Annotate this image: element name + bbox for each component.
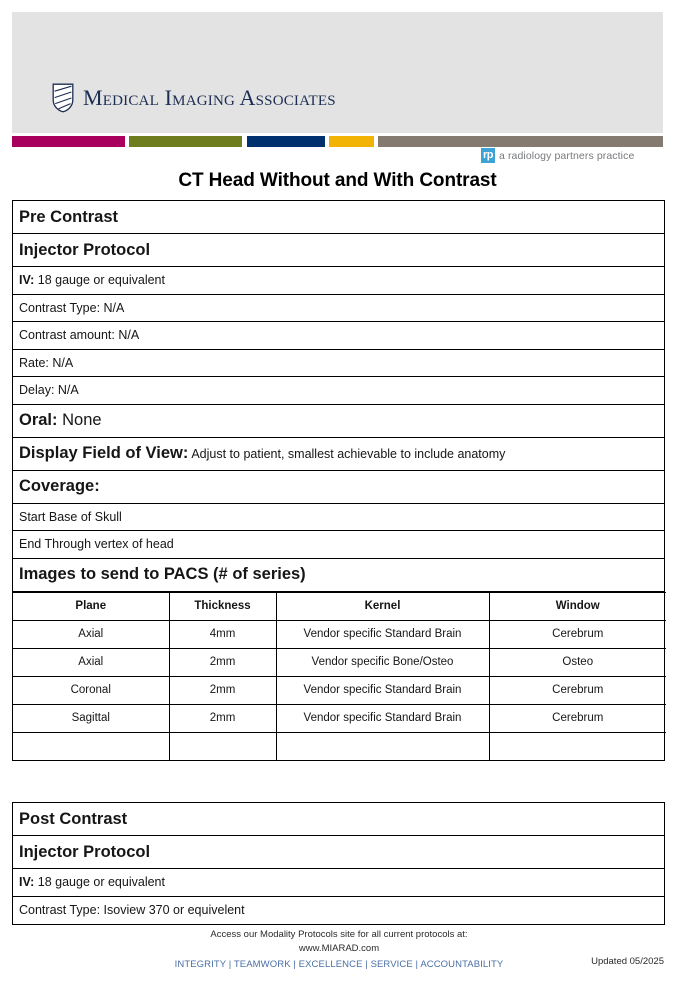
cell-window: Cerebrum [489,704,666,732]
pre-contrast-section [12,200,665,761]
pacs-col-window: Window [489,592,666,620]
table-row [13,704,666,732]
cell-kernel: Vendor specific Standard Brain [276,620,489,648]
pre-coverage-label: Coverage: [19,477,100,495]
post-contrast-heading [13,803,664,836]
post-contrast-section [12,802,665,925]
post-injector-protocol-heading [13,836,664,869]
pre-dfov-row [13,438,664,471]
pre-contrast-amount-text: Contrast amount: N/A [19,328,140,343]
pacs-col-kernel: Kernel [276,592,489,620]
pre-contrast-amount-row [13,322,664,350]
pacs-series-table [13,592,666,761]
radiology-partners-tagline: a radiology partners practice [499,149,635,162]
cell-thickness: 4mm [169,620,276,648]
cell-thickness: 2mm [169,704,276,732]
pre-oral-value: None [62,411,102,429]
cell-plane [13,732,169,760]
post-iv-value: 18 gauge or equivalent [37,875,165,890]
pre-iv-row [13,267,664,295]
cell-kernel: Vendor specific Standard Brain [276,676,489,704]
cell-kernel: Vendor specific Standard Brain [276,704,489,732]
footer-access-line: Access our Modality Protocols site for all current protocols at: [210,929,468,940]
cell-window: Cerebrum [489,676,666,704]
shield-icon [52,83,74,113]
table-row [13,732,666,760]
header-banner [12,12,663,133]
pacs-table-header-row [13,592,666,620]
cell-kernel: Vendor specific Bone/Osteo [276,648,489,676]
post-iv-row [13,869,664,897]
pre-coverage-heading [13,471,664,504]
color-segment-taupe [378,136,663,147]
post-injector-protocol-label: Injector Protocol [19,842,151,861]
pre-delay-row [13,377,664,405]
footer-website[interactable]: www.MIARAD.com [298,943,380,954]
cell-window: Cerebrum [489,620,666,648]
post-contrast-type-row [13,897,664,925]
color-segment-olive [129,136,242,147]
radiology-partners-lockup [481,148,634,163]
brand-color-bar [12,136,663,147]
cell-plane: Coronal [13,676,169,704]
cell-kernel [276,732,489,760]
footer-core-values: INTEGRITY | TEAMWORK | EXCELLENCE | SERVICE | ACCOUNTABILITY [174,959,504,970]
post-iv-lead: IV: [19,875,35,890]
footer-updated-date: Updated 05/2025 [591,956,664,967]
cell-window: Osteo [489,648,666,676]
pacs-col-thickness: Thickness [169,592,276,620]
page-footer [0,928,678,981]
pre-injector-protocol-heading [13,234,664,267]
table-row [13,620,666,648]
pre-coverage-end-text: End Through vertex of head [19,537,174,552]
pre-contrast-heading [13,201,664,234]
page-title: CT Head Without and With Contrast [178,170,497,191]
pre-oral-row [13,405,664,438]
post-contrast-type-text: Contrast Type: Isoview 370 or equivelent [19,903,245,918]
post-contrast-label: Post Contrast [19,809,128,828]
color-segment-magenta [12,136,125,147]
pre-rate-row [13,350,664,378]
table-row [13,676,666,704]
pre-delay-text: Delay: N/A [19,383,79,398]
pacs-images-label: Images to send to PACS (# of series) [19,565,306,583]
pre-dfov-lead: Display Field of View: [19,444,189,462]
cell-plane: Sagittal [13,704,169,732]
pre-dfov-value: Adjust to patient, smallest achievable to include anatomy [191,446,506,461]
pre-coverage-end-row [13,531,664,559]
cell-thickness: 2mm [169,648,276,676]
cell-plane: Axial [13,620,169,648]
pre-coverage-start-text: Start Base of Skull [19,509,122,524]
pre-contrast-label: Pre Contrast [19,207,119,226]
pre-contrast-type-text: Contrast Type: N/A [19,300,125,315]
pre-contrast-type-row [13,295,664,323]
footer-center-block [0,928,678,972]
organization-logo [52,83,336,113]
pre-iv-value: 18 gauge or equivalent [37,273,165,288]
pre-rate-text: Rate: N/A [19,355,74,370]
radiology-partners-icon: rp [483,149,493,161]
pre-iv-lead: IV: [19,273,35,288]
cell-thickness: 2mm [169,676,276,704]
cell-plane: Axial [13,648,169,676]
pacs-col-plane: Plane [13,592,169,620]
color-segment-gold [329,136,374,147]
cell-window [489,732,666,760]
pre-injector-protocol-label: Injector Protocol [19,240,151,259]
pacs-images-heading [13,559,664,592]
cell-thickness [169,732,276,760]
color-segment-blue [247,136,325,147]
pre-oral-lead: Oral: [19,411,58,429]
logo-wordmark: Medical Imaging Associates [83,85,336,110]
pre-coverage-start-row [13,504,664,532]
table-row [13,648,666,676]
